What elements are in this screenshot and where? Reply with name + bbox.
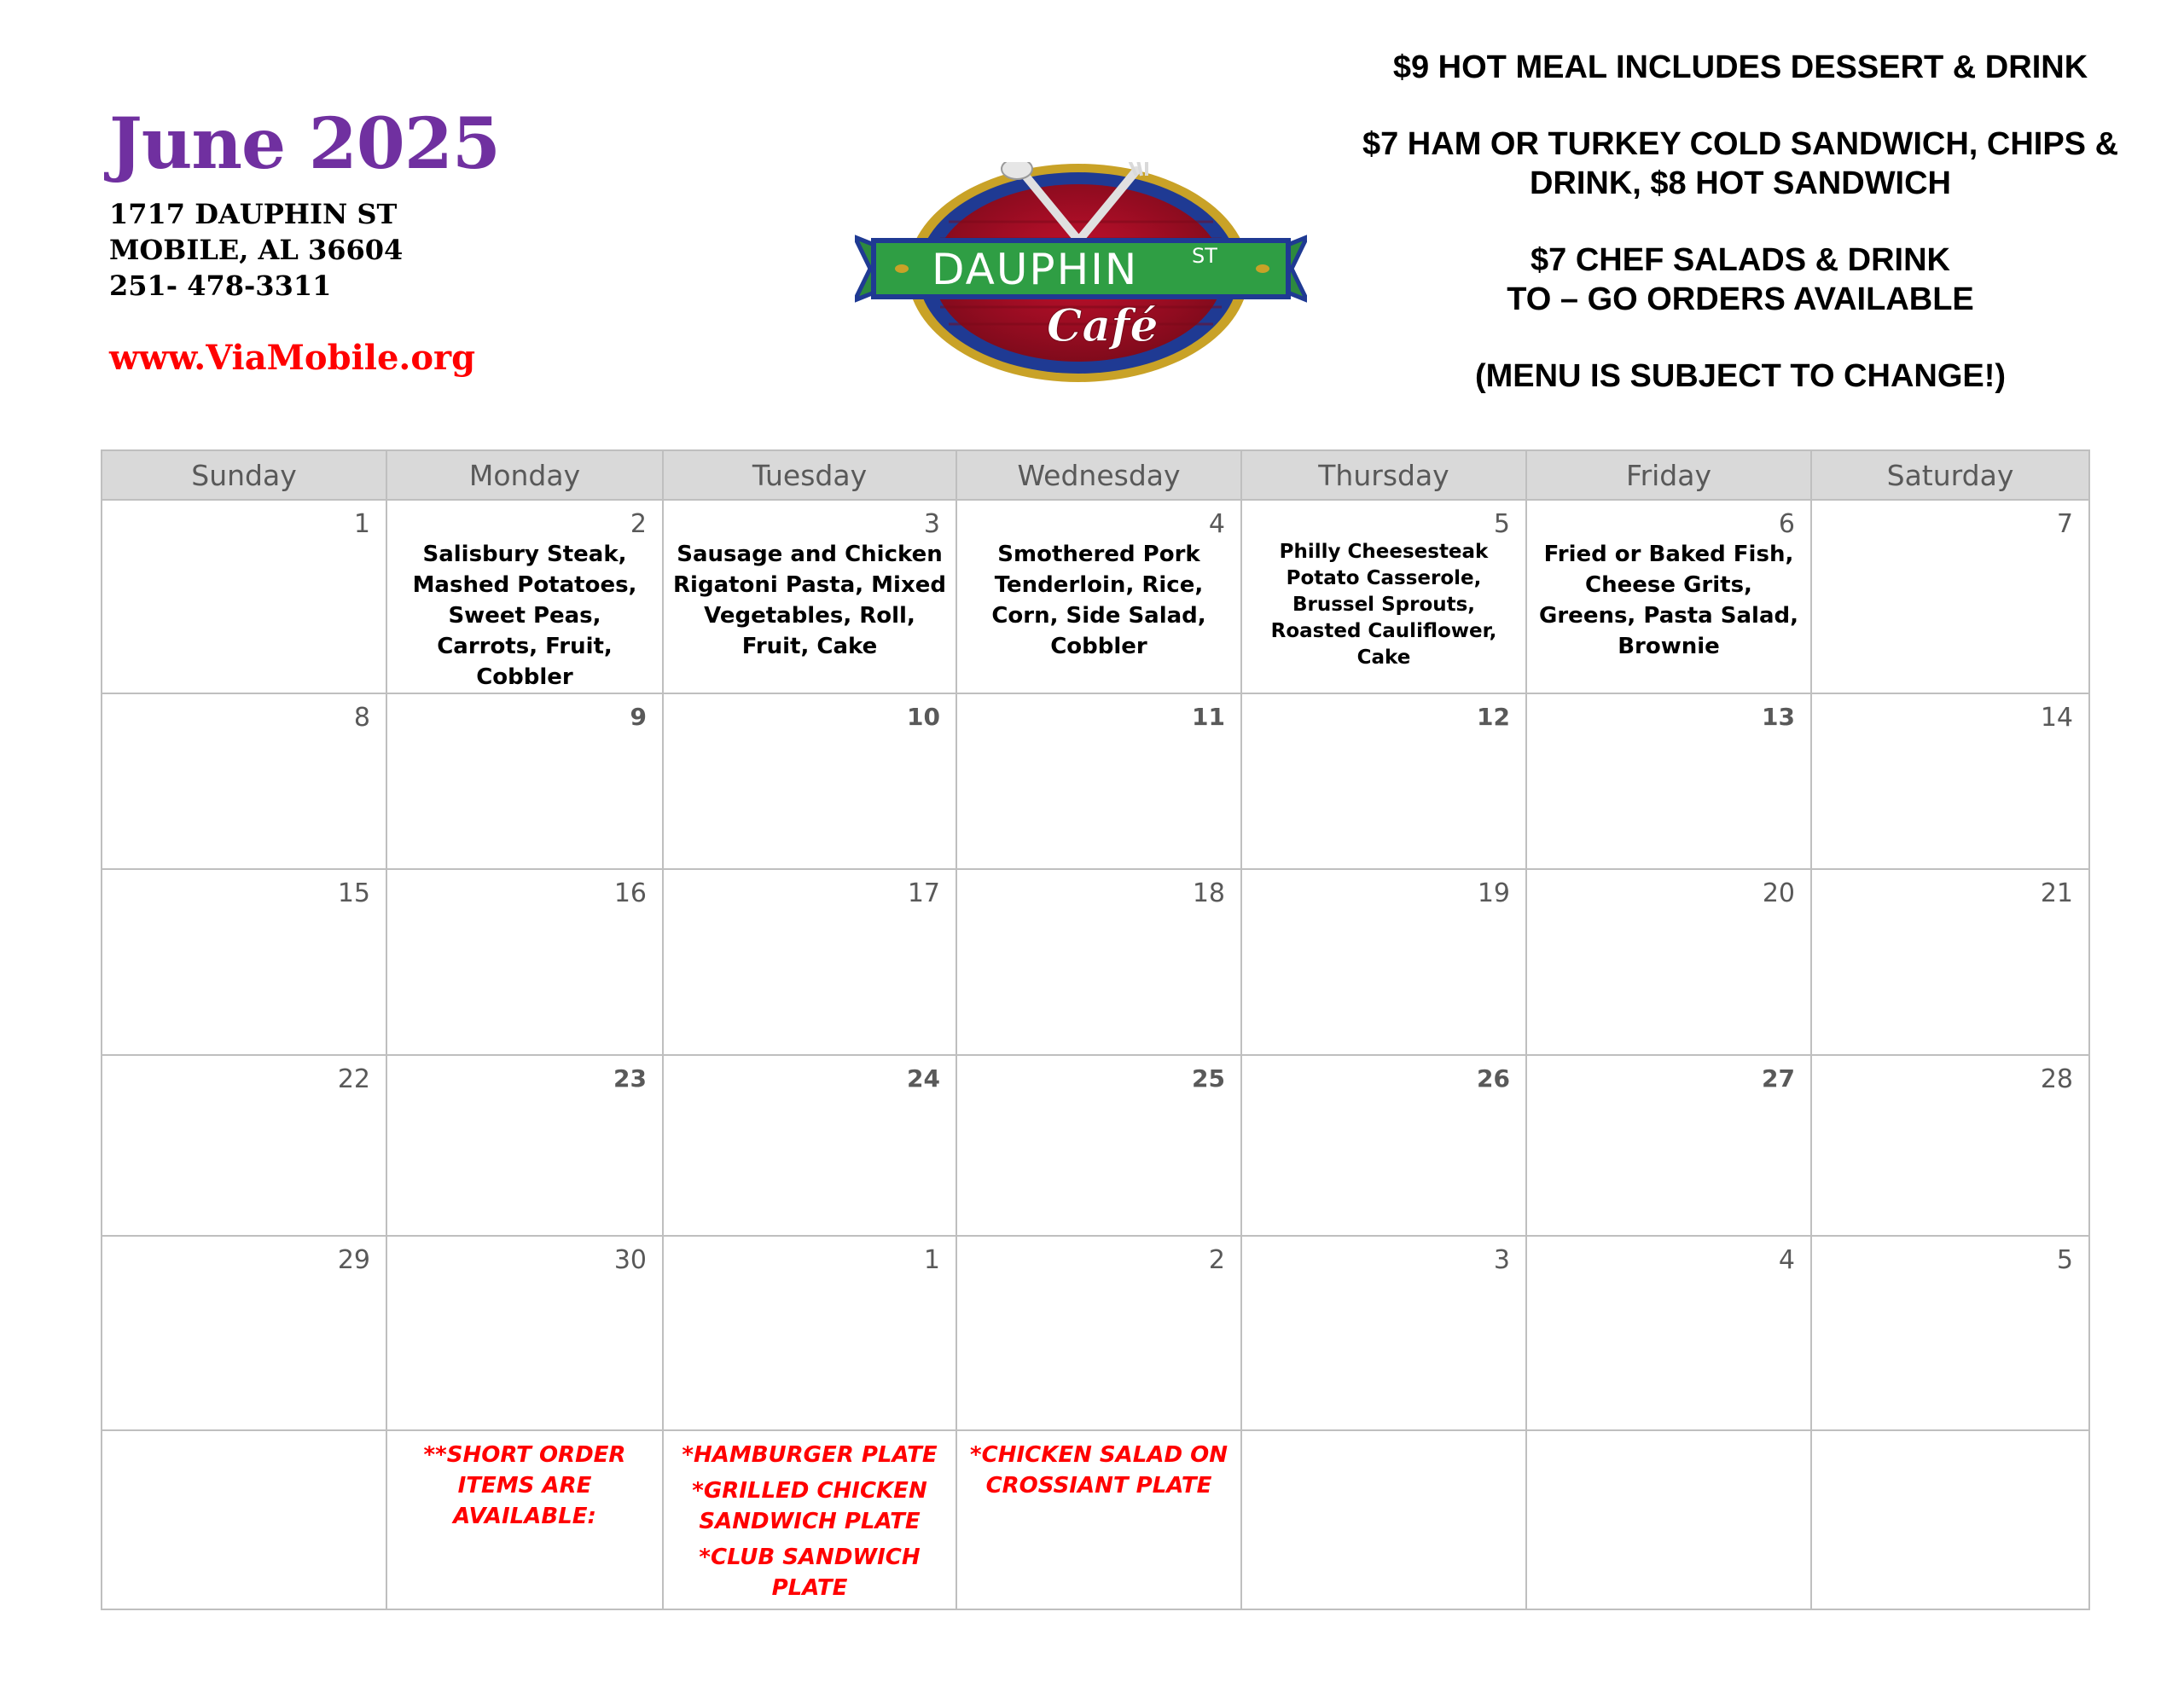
notes-cell — [386, 1430, 663, 1609]
page-title: June 2025 — [109, 103, 500, 185]
menu-text: Fried or Baked Fish, Cheese Grits, Greens, Pasta Salad, Brownie — [1539, 542, 1798, 659]
menu-text: Smothered Pork Tenderloin, Rice, Corn, Side Salad, Cobbler — [991, 542, 1206, 659]
hamburger-plate-note: *HAMBURGER PLATE — [682, 1442, 938, 1468]
day-cell — [102, 1236, 386, 1430]
day-number: 2 — [630, 509, 647, 539]
day-number: 5 — [2056, 1245, 2073, 1275]
logo-name: DAUPHIN — [932, 245, 1139, 294]
day-number: 3 — [1493, 1245, 1510, 1275]
day-cell — [102, 500, 386, 693]
day-cell — [1811, 1236, 2089, 1430]
promo-block — [1314, 48, 2167, 433]
day-cell — [956, 1055, 1241, 1236]
day-number: 25 — [1192, 1064, 1225, 1093]
notes-cell — [102, 1430, 386, 1609]
day-cell — [1526, 1236, 1811, 1430]
day-cell — [102, 869, 386, 1055]
day-number: 18 — [1192, 878, 1225, 908]
day-number: 14 — [2040, 703, 2073, 733]
day-number: 1 — [923, 1245, 940, 1275]
day-number: 5 — [1493, 509, 1510, 539]
day-number: 13 — [1762, 703, 1795, 731]
logo-script: Café — [1047, 300, 1159, 352]
day-cell — [1811, 500, 2089, 693]
day-cell — [1811, 869, 2089, 1055]
day-number: 8 — [353, 703, 370, 733]
weekday-header-row — [102, 450, 2089, 500]
day-number: 26 — [1477, 1064, 1510, 1093]
day-cell — [956, 1236, 1241, 1430]
weekday-friday: Friday — [1526, 450, 1811, 500]
day-number: 12 — [1477, 703, 1510, 731]
day-number: 22 — [337, 1064, 370, 1094]
day-cell — [1526, 693, 1811, 869]
short-order-note: **SHORT ORDER ITEMS ARE AVAILABLE: — [423, 1442, 626, 1529]
day-number: 4 — [1208, 509, 1225, 539]
day-cell — [1526, 1055, 1811, 1236]
notes-cell — [1526, 1430, 1811, 1609]
menu-text: Philly Cheesesteak Potato Casserole, Brussel Sprouts, Roasted Cauliflower, Cake — [1270, 541, 1497, 669]
day-cell — [956, 869, 1241, 1055]
day-number: 24 — [907, 1064, 940, 1093]
day-cell — [663, 1055, 956, 1236]
day-number: 4 — [1778, 1245, 1795, 1275]
week-row-4 — [102, 1055, 2089, 1236]
notes-cell — [1241, 1430, 1526, 1609]
notes-row — [102, 1430, 2089, 1609]
address-line2: MOBILE, AL 36604 — [109, 234, 404, 266]
weekday-tuesday: Tuesday — [663, 450, 956, 500]
day-number: 21 — [2040, 878, 2073, 908]
promo-hot-meal: $9 HOT MEAL INCLUDES DESSERT & DRINK — [1392, 49, 2088, 85]
promo-sandwich: $7 HAM OR TURKEY COLD SANDWICH, CHIPS & DRINK, $8 HOT SANDWICH — [1362, 126, 2119, 201]
day-number: 9 — [630, 703, 647, 731]
day-number: 17 — [907, 878, 940, 908]
day-cell — [102, 693, 386, 869]
weekday-wednesday: Wednesday — [956, 450, 1241, 500]
day-cell — [1241, 1236, 1526, 1430]
notes-cell — [663, 1430, 956, 1609]
day-cell — [1811, 1055, 2089, 1236]
day-cell — [1241, 693, 1526, 869]
day-number: 20 — [1762, 878, 1795, 908]
day-cell — [386, 500, 663, 693]
weekday-monday: Monday — [386, 450, 663, 500]
grilled-chicken-note: *GRILLED CHICKEN SANDWICH PLATE — [692, 1478, 927, 1534]
chicken-salad-note: *CHICKEN SALAD ON CROSSIANT PLATE — [970, 1442, 1228, 1499]
day-number: 28 — [2040, 1064, 2073, 1094]
promo-disclaimer: (MENU IS SUBJECT TO CHANGE!) — [1474, 358, 2007, 394]
day-number: 1 — [353, 509, 370, 539]
website-link[interactable]: www.ViaMobile.org — [109, 338, 476, 378]
day-cell — [1241, 869, 1526, 1055]
weekday-sunday: Sunday — [102, 450, 386, 500]
day-number: 11 — [1192, 703, 1225, 731]
day-cell — [386, 869, 663, 1055]
day-number: 15 — [337, 878, 370, 908]
dauphin-cafe-logo — [855, 162, 1307, 384]
day-cell — [1241, 500, 1526, 693]
day-cell — [663, 869, 956, 1055]
logo-superscript: ST — [1192, 244, 1217, 268]
day-number: 3 — [923, 509, 940, 539]
club-sandwich-note: *CLUB SANDWICH PLATE — [699, 1545, 921, 1601]
day-number: 10 — [907, 703, 940, 731]
week-row-1 — [102, 500, 2089, 693]
week-row-3 — [102, 869, 2089, 1055]
day-number: 23 — [613, 1064, 647, 1093]
week-row-2 — [102, 693, 2089, 869]
day-cell — [663, 1236, 956, 1430]
day-number: 7 — [2056, 509, 2073, 539]
day-number: 27 — [1762, 1064, 1795, 1093]
day-cell — [956, 693, 1241, 869]
day-cell — [1526, 869, 1811, 1055]
day-cell — [1811, 693, 2089, 869]
day-cell — [102, 1055, 386, 1236]
day-cell — [1241, 1055, 1526, 1236]
calendar-grid — [101, 449, 2090, 1610]
menu-text: Sausage and Chicken Rigatoni Pasta, Mixed Vegetables, Roll, Fruit, Cake — [673, 542, 946, 659]
promo-salads: $7 CHEF SALADS & DRINK TO – GO ORDERS AVAILABLE — [1507, 242, 1974, 317]
menu-text: Salisbury Steak, Mashed Potatoes, Sweet Peas, Carrots, Fruit, Cobbler — [412, 542, 637, 690]
day-cell — [663, 500, 956, 693]
day-cell — [386, 1055, 663, 1236]
day-number: 6 — [1778, 509, 1795, 539]
day-cell — [956, 500, 1241, 693]
day-cell — [663, 693, 956, 869]
day-number: 2 — [1208, 1245, 1225, 1275]
day-number: 30 — [613, 1245, 647, 1275]
week-row-5 — [102, 1236, 2089, 1430]
notes-cell — [1811, 1430, 2089, 1609]
day-cell — [386, 1236, 663, 1430]
day-number: 16 — [613, 878, 647, 908]
address-line1: 1717 DAUPHIN ST — [109, 198, 398, 230]
header-block — [109, 103, 500, 378]
day-number: 29 — [337, 1245, 370, 1275]
phone-number: 251- 478-3311 — [109, 270, 332, 302]
weekday-thursday: Thursday — [1241, 450, 1526, 500]
day-cell — [386, 693, 663, 869]
weekday-saturday: Saturday — [1811, 450, 2089, 500]
day-number: 19 — [1477, 878, 1510, 908]
day-cell — [1526, 500, 1811, 693]
notes-cell — [956, 1430, 1241, 1609]
